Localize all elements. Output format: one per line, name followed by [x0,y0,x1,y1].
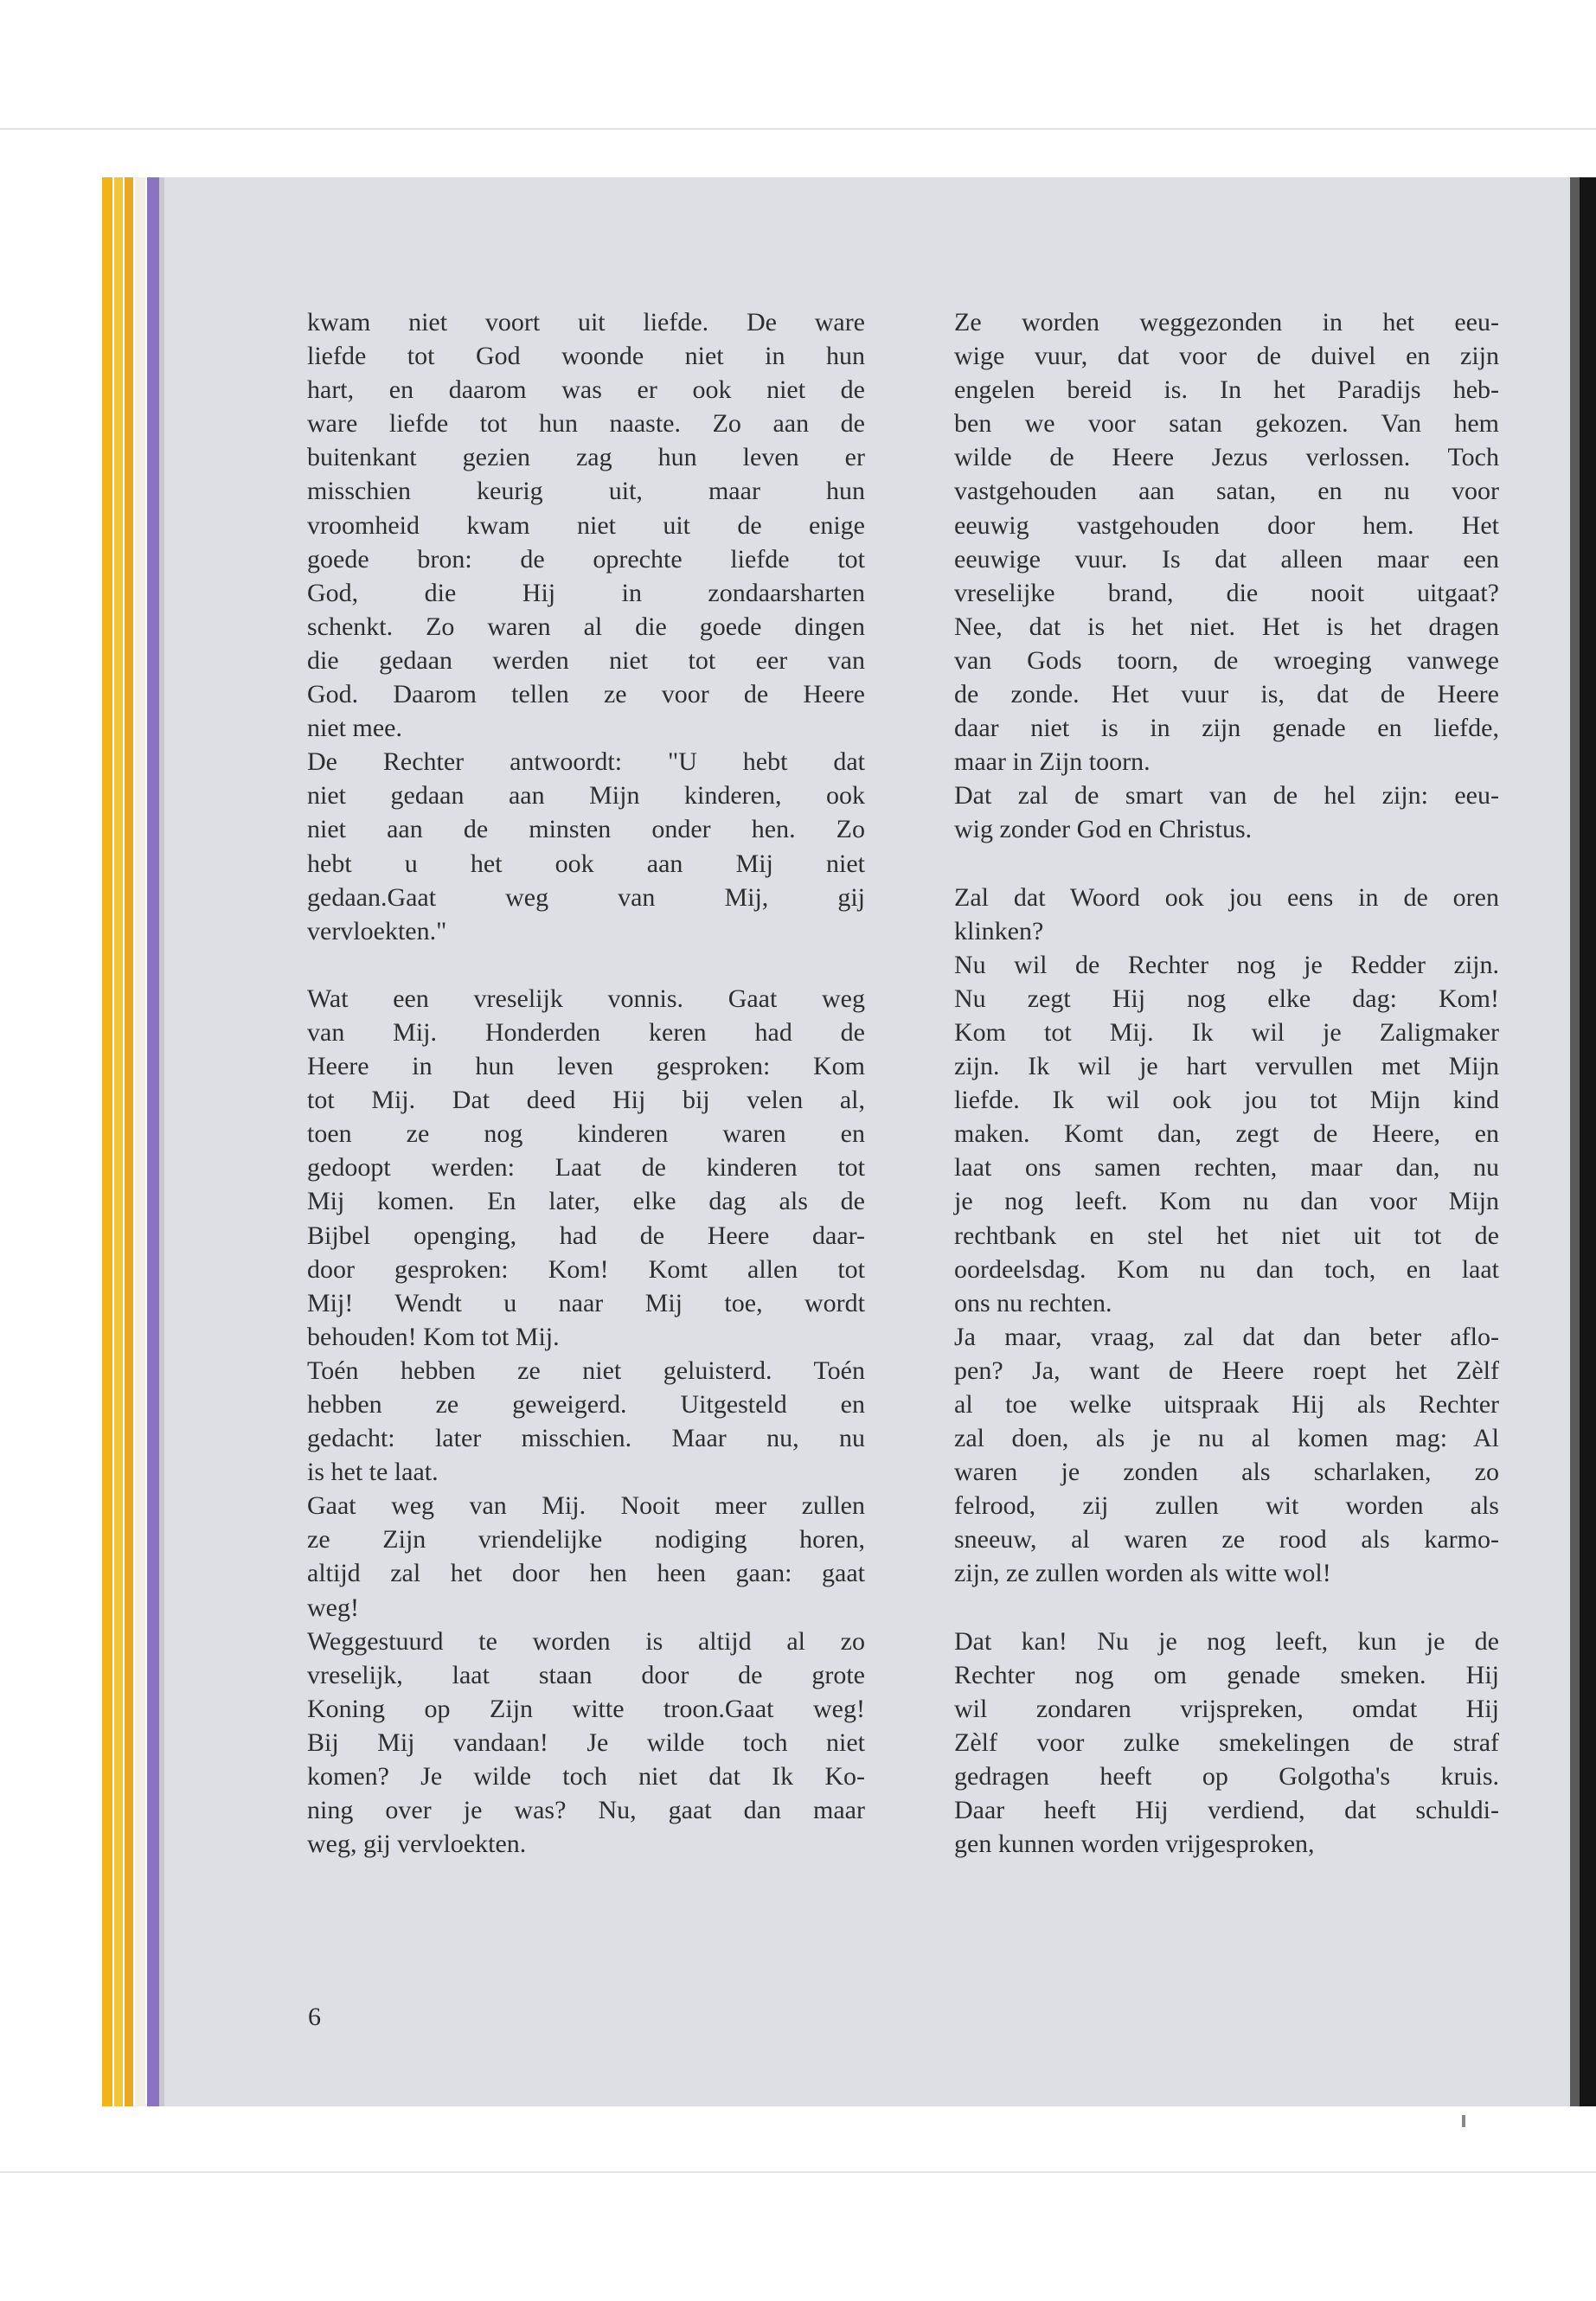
text-line: behouden! Kom tot Mij. [307,1322,560,1351]
text-line: vreselijk, laat staan door de grote [307,1660,865,1689]
text-line: ze Zijn vriendelijke nodiging horen, [307,1525,865,1554]
text-line: Kom tot Mij. Ik wil je Zaligmaker [954,1017,1499,1047]
text-line: Toén hebben ze niet geluisterd. Toén [307,1356,865,1385]
text-line: Zal dat Woord ook jou eens in de oren [954,882,1499,912]
text-line: vervloekten." [307,916,447,945]
text-line: pen? Ja, want de Heere roept het Zèlf [954,1356,1499,1385]
text-line: weg! [307,1593,359,1622]
text-line: Gaat weg van Mij. Nooit meer zullen [307,1491,865,1521]
text-line: engelen bereid is. In het Paradijs heb- [954,375,1499,405]
text-line: maar in Zijn toorn. [954,747,1151,777]
text-line: tot Mij. Dat deed Hij bij velen al, [307,1086,865,1115]
page-edge-stripe [125,177,133,2106]
text-line: toen ze nog kinderen waren en [307,1119,865,1149]
text-line: Wat een vreselijk vonnis. Gaat weg [307,984,865,1013]
text-line: wil zondaren vrijspreken, omdat Hij [954,1694,1499,1723]
text-line: De Rechter antwoordt: "U hebt dat [307,747,865,777]
text-line: liefde. Ik wil ook jou tot Mijn kind [954,1086,1499,1115]
text-line: vastgehouden aan satan, en nu voor [954,477,1499,506]
scan-border-bottom [0,2171,1596,2173]
text-line: de zonde. Het vuur is, dat de Heere [954,680,1499,709]
text-line: oordeelsdag. Kom nu dan toch, en laat [954,1254,1499,1284]
text-line: Koning op Zijn witte troon.Gaat weg! [307,1694,865,1723]
text-line: Bij Mij vandaan! Je wilde toch niet [307,1727,865,1757]
text-line: ning over je was? Nu, gaat dan maar [307,1796,865,1825]
paragraph-gap [954,1591,1499,1625]
text-line: altijd zal het door hen heen gaan: gaat [307,1559,865,1588]
text-line: ons nu rechten. [954,1288,1112,1317]
text-line: misschien keurig uit, maar hun [307,477,865,506]
text-line: waren je zonden als scharlaken, zo [954,1458,1499,1487]
text-line: hebt u het ook aan Mij niet [307,849,865,878]
text-line: al toe welke uitspraak Hij als Rechter [954,1390,1499,1419]
text-line: Mij! Wendt u naar Mij toe, wordt [307,1288,865,1317]
page-gutter-dark [1580,177,1596,2106]
page-edge-stripe [114,177,123,2106]
text-line: die gedaan werden niet tot eer van [307,645,865,675]
text-line: Heere in hun leven gesproken: Kom [307,1052,865,1081]
text-line: je nog leeft. Kom nu dan voor Mijn [954,1187,1499,1216]
text-line: zijn. Ik wil je hart vervullen met Mijn [954,1052,1499,1081]
scan-speck [1462,2115,1465,2127]
text-line: gedacht: later misschien. Maar nu, nu [307,1424,865,1453]
text-line: liefde tot God woonde niet in hun [307,342,865,371]
text-line: kwam niet voort uit liefde. De ware [307,308,865,336]
text-line: Nee, dat is het niet. Het is het dragen [954,612,1499,641]
text-line: sneeuw, al waren ze rood als karmo- [954,1525,1499,1554]
text-line: rechtbank en stel het niet uit tot de [954,1221,1499,1250]
text-line: buitenkant gezien zag hun leven er [307,443,865,472]
text-line: Nu zegt Hij nog elke dag: Kom! [954,984,1499,1013]
text-line: gen kunnen worden vrijgesproken, [954,1830,1315,1859]
text-line: wilde de Heere Jezus verlossen. Toch [954,443,1499,472]
text-line: van Gods toorn, de wroeging vanwege [954,645,1499,675]
page-edge-stripe [159,177,164,2106]
text-line: Nu wil de Rechter nog je Redder zijn. [954,950,1499,979]
text-line: vroomheid kwam niet uit de enige [307,510,865,540]
text-line: God, die Hij in zondaarsharten [307,578,865,607]
text-line: Ja maar, vraag, zal dat dan beter aflo- [954,1322,1499,1351]
text-line: Dat zal de smart van de hel zijn: eeu- [954,781,1499,811]
text-line: gedoopt werden: Laat de kinderen tot [307,1153,865,1183]
text-line: Weggestuurd te worden is altijd al zo [307,1626,865,1656]
text-line: zal doen, als je nu al komen mag: Al [954,1424,1499,1453]
page-edge-stripe [102,177,112,2106]
text-line: Rechter nog om genade smeken. Hij [954,1660,1499,1689]
scan-border-top [0,128,1596,130]
text-line: eeuwige vuur. Is dat alleen maar een [954,544,1499,574]
text-line: niet mee. [307,714,402,743]
text-line: Zèlf voor zulke smekelingen de straf [954,1727,1499,1757]
text-line: Bijbel openging, had de Heere daar- [307,1221,865,1250]
text-line: niet aan de minsten onder hen. Zo [307,815,865,844]
paragraph-gap [307,948,865,982]
text-line: vreselijke brand, die nooit uitgaat? [954,578,1499,607]
page-edge-stripe [135,177,145,2106]
text-line: hart, en daarom was er ook niet de [307,375,865,405]
page-edge-stripe [147,177,159,2106]
text-line: is het te laat. [307,1458,439,1487]
text-line: niet gedaan aan Mijn kinderen, ook [307,781,865,811]
text-line: daar niet is in zijn genade en liefde, [954,714,1499,743]
text-line: zijn, ze zullen worden als witte wol! [954,1559,1331,1588]
text-line: door gesproken: Kom! Komt allen tot [307,1254,865,1284]
text-line: Ze worden weggezonden in het eeu- [954,308,1499,336]
text-line: goede bron: de oprechte liefde tot [307,544,865,574]
text-line: wig zonder God en Christus. [954,815,1253,844]
right-text-column [954,305,1499,1861]
text-line: Daar heeft Hij verdiend, dat schuldi- [954,1796,1499,1825]
text-line: ben we voor satan gekozen. Van hem [954,409,1499,439]
page-number: 6 [308,2003,321,2031]
text-line: van Mij. Honderden keren had de [307,1017,865,1047]
text-line: hebben ze geweigerd. Uitgesteld en [307,1390,865,1419]
text-line: klinken? [954,916,1044,945]
text-line: weg, gij vervloekten. [307,1830,527,1859]
left-text-column [307,305,865,1861]
text-line: Dat kan! Nu je nog leeft, kun je de [954,1626,1499,1656]
text-line: ware liefde tot hun naaste. Zo aan de [307,409,865,439]
text-line: God. Daarom tellen ze voor de Heere [307,680,865,709]
text-line: Mij komen. En later, elke dag als de [307,1187,865,1216]
text-line: maken. Komt dan, zegt de Heere, en [954,1119,1499,1149]
text-line: gedaan.Gaat weg van Mij, gij [307,882,865,912]
text-line: laat ons samen rechten, maar dan, nu [954,1153,1499,1183]
text-line: komen? Je wilde toch niet dat Ik Ko- [307,1762,865,1791]
text-line: schenkt. Zo waren al die goede dingen [307,612,865,641]
page-edge-stripes [95,177,164,2106]
text-line: felrood, zij zullen wit worden als [954,1491,1499,1521]
text-line: eeuwig vastgehouden door hem. Het [954,510,1499,540]
text-line: wige vuur, dat voor de duivel en zijn [954,342,1499,371]
paragraph-gap [954,847,1499,881]
text-line: gedragen heeft op Golgotha's kruis. [954,1762,1499,1791]
